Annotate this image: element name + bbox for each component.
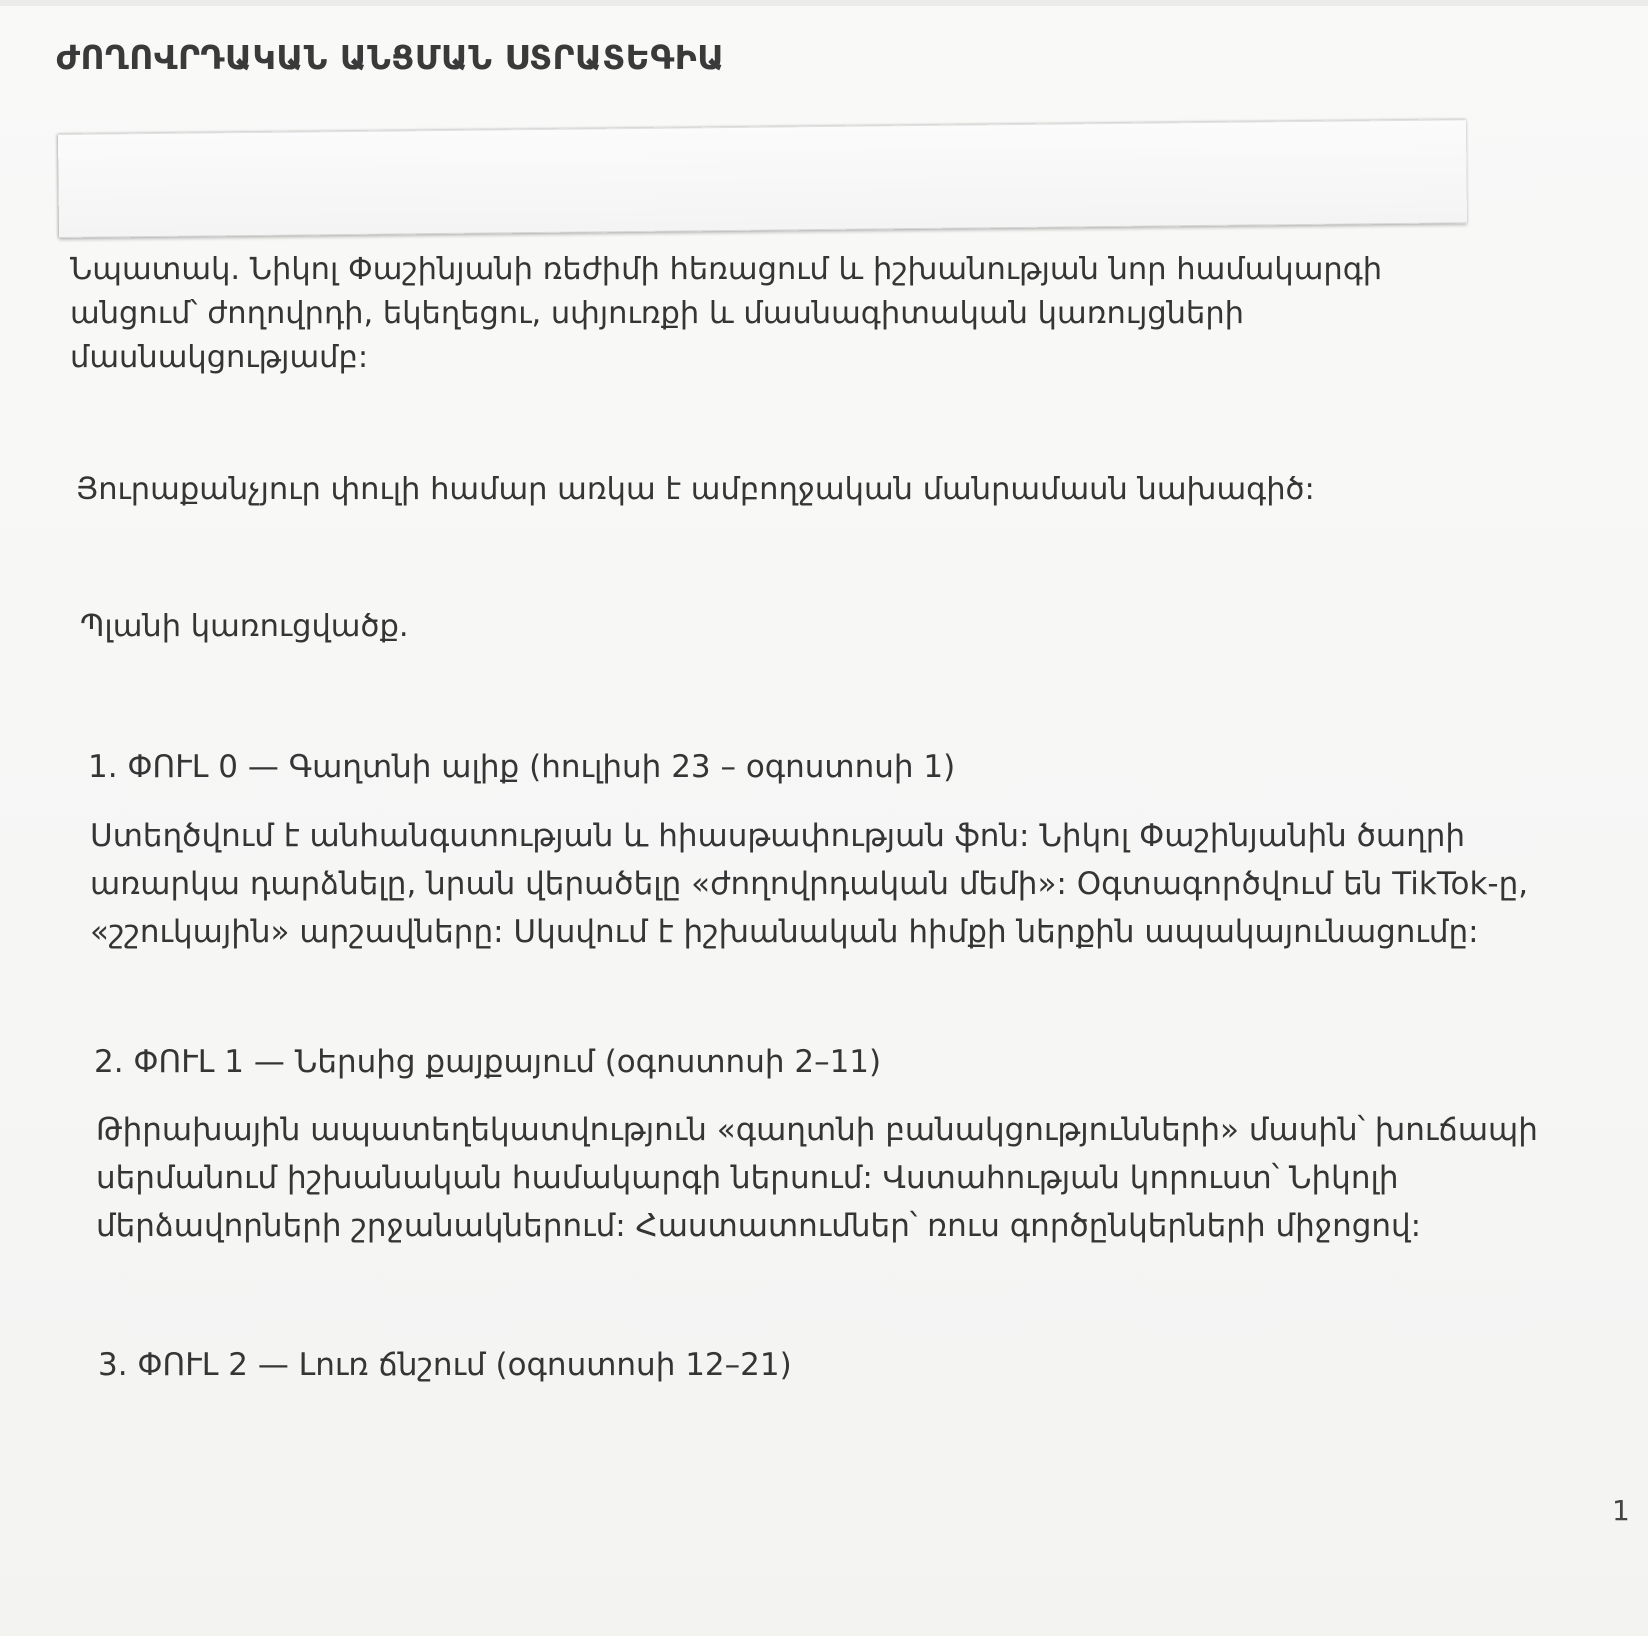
- phase-1-heading: 2. ՓՈՒԼ 1 — Ներսից քայքայում (օգոստոսի 2–11): [94, 1044, 882, 1080]
- redaction-paper-strip: [58, 119, 1467, 238]
- phase-0-text: Ստեղծվում է անհանգստության և հիասթափության ֆոն: Նիկոլ Փաշինյանին ծաղրի առարկա դարձնելը, նրան վերածելը «ժողովրդական մեմի»: Օգտագործվում են TikTok-ը, «շշուկային» արշավները: Սկսվում է իշխանական հիմքի ներքին ապակայունացումը:: [90, 818, 1529, 950]
- phase-0-heading: 1. ՓՈՒԼ 0 — Գաղտնի ալիք (հուլիսի 23 – օգոստոսի 1): [88, 749, 956, 785]
- phase-1-text: Թիրախային ապատեղեկատվություն «գաղտնի բանակցությունների» մասին՝ խուճապի սերմանում իշխանական համակարգի ներսում: Վստահության կորուստ՝ Նիկոլի մերձավորների շրջանակներում: Հաստատումներ՝ ռուս գործընկերների միջոցով:: [96, 1112, 1538, 1244]
- goal-paragraph: Նպատակ. Նիկոլ Փաշինյանի ռեժիմի հեռացում և իշխանության նոր համակարգի անցում՝ ժողովրդի, եկեղեցու, սփյուռքի և մասնագիտական կառույցների մասնակցությամբ:: [70, 252, 1383, 375]
- every-phase-statement: Յուրաքանչյուր փուլի համար առկա է ամբողջական մանրամասն նախագիծ:: [76, 472, 1315, 507]
- page-top-edge: [0, 0, 1648, 6]
- phase-2-heading: 3. ՓՈՒԼ 2 — Լուռ ճնշում (օգոստոսի 12–21): [98, 1347, 792, 1383]
- document-title: ԺՈՂՈՎՐԴԱԿԱՆ ԱՆՑՄԱՆ ՍՏՐԱՏԵԳԻԱ: [56, 38, 725, 77]
- page-number: 1: [1612, 1494, 1630, 1527]
- plan-structure-label: Պլանի կառուցվածք.: [80, 609, 409, 644]
